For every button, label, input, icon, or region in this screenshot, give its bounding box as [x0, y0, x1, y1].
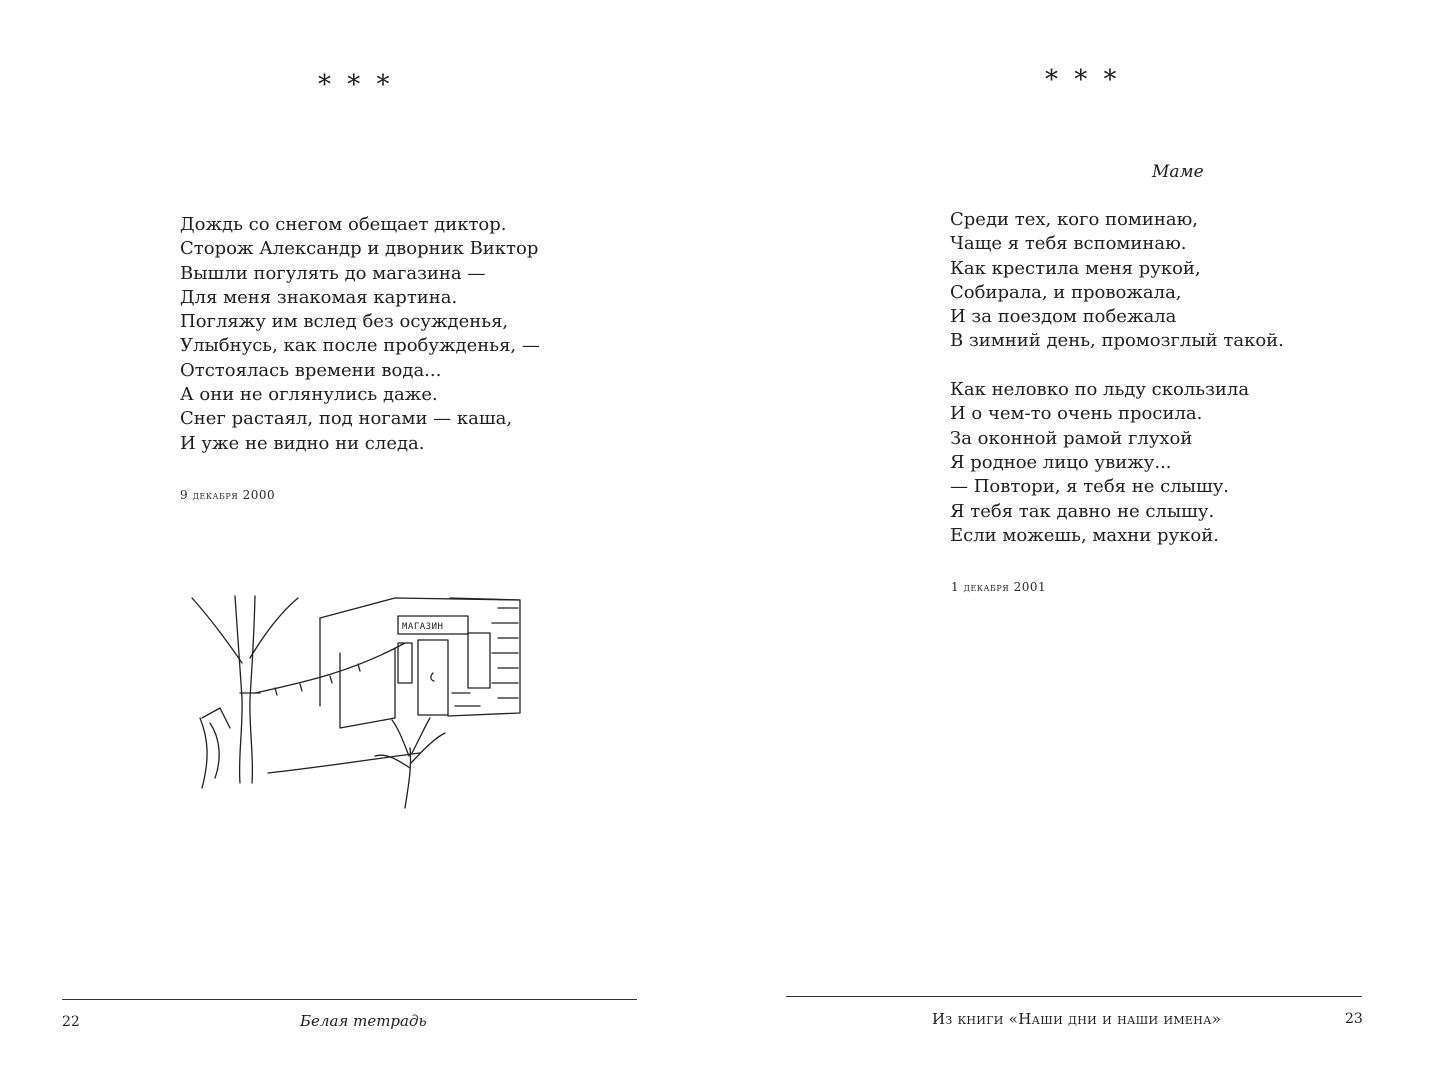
footer-rule — [786, 996, 1362, 997]
poem-line: И за поездом побежала — [950, 306, 1177, 328]
poem-line: Сторож Александр и дворник Виктор — [180, 238, 539, 260]
section-ornament: * * * — [1045, 65, 1121, 95]
poem-line: Погляжу им вслед без осужденья, — [180, 311, 509, 333]
poem-line: Если можешь, махни рукой. — [950, 524, 1219, 546]
poem-line: Я родное лицо увижу... — [950, 451, 1172, 473]
poem-line: И о чем-то очень просила. — [950, 403, 1203, 425]
page-number: 23 — [1345, 1011, 1363, 1027]
poem-line: Снег растаял, под ногами — каша, — [180, 408, 513, 430]
poem-line: Чаще я тебя вспоминаю. — [950, 233, 1187, 255]
right-page — [715, 0, 1431, 1080]
page-number: 22 — [62, 1014, 80, 1030]
running-title: Из книги «Наши дни и наши имена» — [932, 1010, 1222, 1028]
poem-date: 1 декабря 2001 — [951, 580, 1047, 594]
left-page — [0, 0, 700, 1080]
poem-line: Как неловко по льду скользила — [950, 379, 1250, 401]
poem-line: В зимний день, промозглый такой. — [950, 330, 1284, 352]
poem-line: И уже не видно ни следа. — [180, 432, 425, 454]
poem-line: Вышли погулять до магазина — — [180, 262, 486, 284]
running-title: Белая тетрадь — [300, 1012, 427, 1030]
shop-sign-text: МАГАЗИН — [402, 622, 444, 632]
shop-sketch-illustration — [180, 588, 525, 818]
poem-line: Улыбнусь, как после пробужденья, — — [180, 335, 540, 357]
poem-line: Собирала, и провожала, — [950, 281, 1182, 303]
poem-line: — Повтори, я тебя не слышу. — [950, 476, 1230, 498]
poem-text — [950, 208, 1284, 548]
poem-date: 9 декабря 2000 — [180, 488, 276, 502]
poem-dedication: Маме — [1152, 162, 1204, 182]
poem-line: За оконной рамой глухой — [950, 427, 1193, 449]
footer-rule — [62, 999, 637, 1000]
poem-line: Дождь со снегом обещает диктор. — [180, 214, 507, 235]
section-ornament: * * * — [318, 70, 394, 100]
poem-line: Как крестила меня рукой, — [950, 257, 1201, 279]
poem-line: Для меня знакомая картина. — [180, 286, 458, 308]
poem-line: Отстоялась времени вода... — [180, 359, 442, 381]
poem-text — [180, 213, 540, 456]
poem-line: Я тебя так давно не слышу. — [950, 500, 1215, 522]
poem-line: Среди тех, кого поминаю, — [950, 209, 1198, 230]
stanza-break — [950, 354, 1284, 378]
poem-line: А они не оглянулись даже. — [180, 384, 438, 406]
